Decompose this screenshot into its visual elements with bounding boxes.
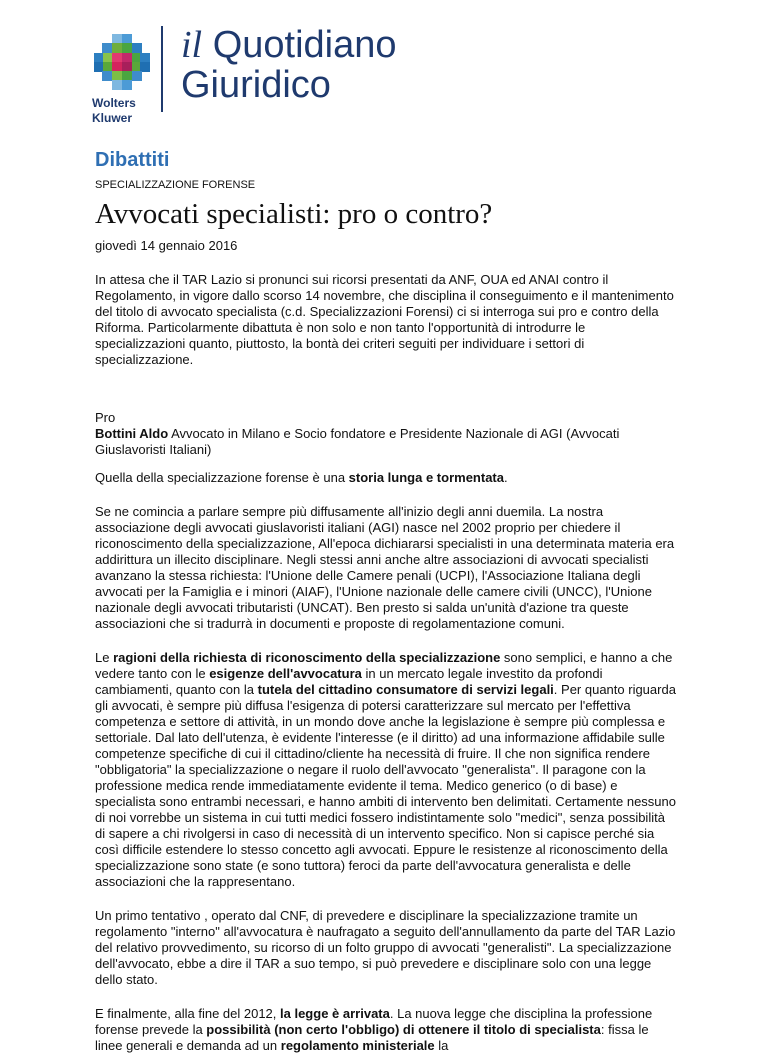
article-intro: In attesa che il TAR Lazio si pronunci sui ricorsi presentati da ANF, OUA ed ANAI contro il Regolamento, in vigore dallo scorso 14 novembre, che disciplina il conseguimento e il mantenimento del titolo di avvocato specialista (c.d. Specializzazioni Forensi) ci si interroga sui pro e contro della Riforma. Particolarmente dibattuta è non solo e non tanto l'opportunità di introdurre le specializzazioni quanto, piuttosto, la bontà dei criteri seguiti per individuare i settori di specializzazione. xyxy=(95,272,674,367)
section-heading: Dibattiti xyxy=(95,149,170,171)
author-name: Bottini Aldo xyxy=(95,426,169,441)
body-paragraph-4 xyxy=(95,908,677,988)
text-run: . xyxy=(503,470,508,485)
text-run: E finalmente, alla fine del 2012, xyxy=(95,1006,281,1021)
article-kicker: SPECIALIZZAZIONE FORENSE xyxy=(95,179,256,191)
article-date: giovedì 14 gennaio 2016 xyxy=(95,238,238,253)
bold-text: regolamento ministeriale xyxy=(280,1038,435,1053)
body-paragraph-3 xyxy=(95,650,677,890)
wolters-kluwer-logo-icon xyxy=(94,34,150,90)
body-paragraph-1 xyxy=(95,470,677,486)
text-run: Le xyxy=(95,650,114,665)
text-run: Un primo tentativo , operato dal CNF, di prevedere e disciplinare la specializzazione tramite un regolamento "interno" all'avvocatura è naufragato a seguito dell'annullamento da parte del TAR Lazio del relativo provvedimento, su ricorso di un folto gruppo di avvocati "generalisti". La specializzazione dell'avvocato, ebbe a dire il TAR a suo tempo, si può prevedere e disciplinare solo con una legge dello stato. xyxy=(95,908,676,987)
bold-text: esigenze dell'avvocatura xyxy=(209,666,362,681)
publication-title-line1: Quotidiano xyxy=(212,24,397,66)
text-run: : fissa le linee generali e demanda ad un xyxy=(95,1022,649,1053)
text-run: . Per quanto riguarda gli avvocati, è sempre più diffusa l'esigenza di potersi caratterizzare sul mercato per l'effettiva competenza e settore di attività, in un mondo dove anche la legislazione è sempre più complessa e settoriale. Dal lato dell'utenza, è evidente l'interesse (e il diritto) ad una informazione affidabile sulle competenze specifiche di cui il cittadino/cliente ha necessità di fruire. Il che non significa rendere "obbligatoria" la specializzazione o negare il ruolo dell'avvocato "generalista". Il paragone con la professione medica rende immediatamente evidente il tema. Medico generico (o di base) e specialista sono entrambi necessari, e hanno ambiti di intervento ben delimitati. Certamente nessuno di noi vorrebbe un sistema in cui tutti medici fossero indistintamente solo "medici", senza possibilità di sapere a chi rivolgersi in caso di necessità di un intervento specifico. Non si capisce perché sia così difficile estendere lo stesso concetto agli avvocati. Eppure le resistenze al riconoscimento della specializzazione sono state (e sono tuttora) feroci da parte dell'avvocatura generalista e delle associazioni che la rappresentano. xyxy=(95,682,676,889)
text-run: . La nuova legge che disciplina la professione forense prevede la xyxy=(95,1006,653,1037)
bold-text: possibilità (non certo l'obbligo) di ottenere il titolo di specialista xyxy=(206,1022,601,1037)
text-run: la xyxy=(434,1038,449,1053)
masthead-divider xyxy=(161,26,163,112)
bold-text: storia lunga e tormentata xyxy=(348,470,504,485)
text-run: in un mercato legale investito da profondi cambiamenti, quanto con la xyxy=(95,666,603,697)
bold-text: ragioni della richiesta di riconoscimento della specializzazione xyxy=(113,650,501,665)
bold-text: la legge è arrivata xyxy=(280,1006,390,1021)
publisher-name-line1: Wolters xyxy=(92,96,136,110)
publication-title-italic: il xyxy=(181,24,203,66)
publisher-name-line2: Kluwer xyxy=(92,111,133,125)
publication-title-line2: Giuridico xyxy=(181,64,331,106)
bold-text: tutela del cittadino consumatore di servizi legali xyxy=(257,682,554,697)
pro-label: Pro xyxy=(95,410,116,425)
body-paragraph-2 xyxy=(95,504,677,632)
author-line xyxy=(95,426,677,458)
article-title: Avvocati specialisti: pro o contro? xyxy=(95,198,493,230)
publication-title xyxy=(181,26,397,104)
author-role: Avvocato in Milano e Socio fondatore e Presidente Nazionale di AGI (Avvocati Giuslavoristi Italiani) xyxy=(95,426,620,457)
masthead xyxy=(92,24,694,125)
publisher-name xyxy=(92,96,136,126)
article xyxy=(95,148,677,1054)
text-run: sono semplici, e hanno a che vedere tanto con le xyxy=(95,650,673,681)
body-paragraph-5 xyxy=(95,1006,677,1054)
text-run: Quella della specializzazione forense è una xyxy=(95,470,349,485)
text-run: Se ne comincia a parlare sempre più diffusamente all'inizio degli anni duemila. La nostra associazione degli avvocati giuslavoristi italiani (AGI) nasce nel 2002 proprio per chiedere il riconoscimento della specializzazione, All'epoca dichiararsi specialisti in una determinata materia era addirittura un illecito disciplinare. Negli stessi anni anche altre associazioni di avvocati specialisti avanzano la stessa richiesta: l'Unione delle Camere penali (UCPI), l'Associazione Italiana degli avvocati per la Famiglia e i minori (AIAF), l'Unione nazionale delle camere civili (UNCC), l'Unione nazionale degli avvocati tributaristi (UNCAT). Ben presto si salda un'unità d'azione tra queste associazioni che si tradurrà in documenti e proposte di regolamentazione comuni. xyxy=(95,504,675,631)
